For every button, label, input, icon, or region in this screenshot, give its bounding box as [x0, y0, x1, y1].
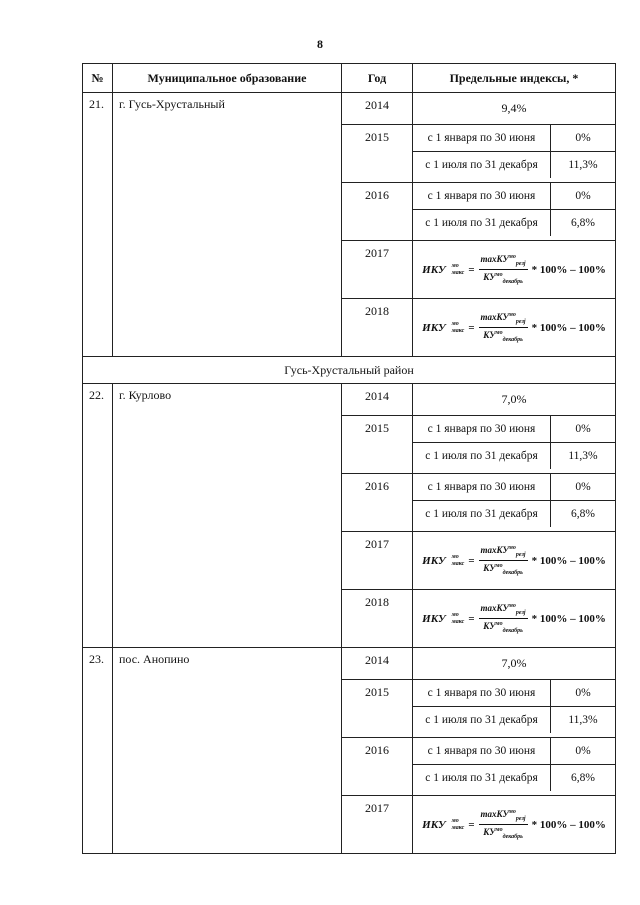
region-heading: Гусь-Хрустальный район — [83, 357, 616, 384]
index-value: 0% — [575, 687, 591, 699]
formula-lhs-sub-top: мо — [451, 817, 459, 824]
formula — [413, 543, 615, 578]
period-label: с 1 июля по 31 декабря — [413, 443, 551, 470]
year-cell: 2017 — [342, 796, 413, 854]
formula — [413, 310, 615, 345]
formula-tail: * 100% – 100% — [531, 321, 606, 334]
formula-numerator: maxКУ$^{мо}_{peзj}$ — [479, 807, 528, 825]
table-header-row — [83, 64, 616, 93]
period-split — [413, 125, 616, 183]
equals-sign: = — [468, 612, 475, 625]
index-value: 11,3% — [551, 443, 616, 470]
formula-lhs-sub-bottom: макс — [451, 560, 465, 567]
period-split — [413, 183, 616, 241]
year-cell: 2016 — [342, 738, 413, 796]
formula-lhs-sub — [452, 554, 465, 568]
equals-sign: = — [468, 321, 475, 334]
year-cell: 2015 — [342, 680, 413, 738]
formula — [413, 601, 615, 636]
equals-sign: = — [468, 554, 475, 567]
equals-sign: = — [468, 818, 475, 831]
year-cell: 2018 — [342, 299, 413, 357]
year-cell: 2016 — [342, 183, 413, 241]
formula-fraction — [479, 807, 528, 842]
formula-lhs-sub-bottom: макс — [451, 824, 465, 831]
formula-lhs-sub-bottom: макс — [451, 269, 465, 276]
formula-lhs-sub-top: мо — [451, 320, 459, 327]
period-label: с 1 июля по 31 декабря — [413, 152, 551, 179]
equals-sign: = — [468, 263, 475, 276]
table-row — [83, 648, 616, 680]
formula-denominator: $КУ^{мо}_{декабрь}$ — [483, 563, 523, 576]
index-value: 0% — [575, 481, 591, 493]
year-cell: 2015 — [342, 125, 413, 183]
formula-numerator: maxКУ$^{мо}_{peзj}$ — [479, 543, 528, 561]
formula-lhs-sub-top: мо — [451, 553, 459, 560]
formula-lhs: ИКУ — [422, 321, 446, 334]
entry-municipality: г. Курлово — [113, 384, 342, 648]
formula-lhs-sub-bottom: макс — [451, 618, 465, 625]
formula-fraction — [479, 310, 528, 345]
index-value: 11,3% — [551, 707, 616, 734]
period-label: с 1 января по 30 июня — [413, 416, 551, 443]
period-label: с 1 января по 30 июня — [413, 183, 551, 210]
year-cell: 2014 — [342, 93, 413, 125]
formula-lhs: ИКУ — [422, 612, 446, 625]
formula-lhs-sub — [452, 612, 465, 626]
year-cell: 2014 — [342, 384, 413, 416]
region-row — [83, 357, 616, 384]
formula-tail: * 100% – 100% — [531, 554, 606, 567]
entry-number: 21. — [83, 93, 113, 357]
period-label: с 1 июля по 31 декабря — [413, 210, 551, 237]
formula-lhs: ИКУ — [422, 818, 446, 831]
formula-tail: * 100% – 100% — [531, 612, 606, 625]
formula-cell — [413, 796, 616, 854]
table-row — [83, 384, 616, 416]
period-split — [413, 474, 616, 532]
period-label: с 1 января по 30 июня — [413, 738, 551, 765]
formula-tail: * 100% – 100% — [531, 818, 606, 831]
formula-denominator: $КУ^{мо}_{декабрь}$ — [483, 272, 523, 285]
year-cell: 2018 — [342, 590, 413, 648]
year-cell: 2014 — [342, 648, 413, 680]
period-label: с 1 июля по 31 декабря — [413, 501, 551, 528]
period-split — [413, 680, 616, 738]
index-value: 9,4% — [413, 93, 616, 125]
index-value: 0% — [575, 190, 591, 202]
formula-cell — [413, 299, 616, 357]
entry-municipality: г. Гусь-Хрустальный — [113, 93, 342, 357]
year-cell: 2017 — [342, 532, 413, 590]
formula-fraction — [479, 543, 528, 578]
formula-lhs-sub-top: мо — [451, 262, 459, 269]
entry-municipality: пос. Анопино — [113, 648, 342, 854]
formula-cell — [413, 590, 616, 648]
formula — [413, 252, 615, 287]
formula-numerator: maxКУ$^{мо}_{peзj}$ — [479, 310, 528, 328]
index-value: 0% — [575, 423, 591, 435]
formula-lhs-sub — [452, 263, 465, 277]
period-label: с 1 января по 30 июня — [413, 474, 551, 501]
header-num: № — [83, 64, 113, 93]
index-value: 0% — [575, 132, 591, 144]
index-value: 6,8% — [551, 765, 616, 792]
formula — [413, 807, 615, 842]
formula-lhs-sub-top: мо — [451, 611, 459, 618]
formula-numerator: maxКУ$^{мо}_{peзj}$ — [479, 601, 528, 619]
formula-tail: * 100% – 100% — [531, 263, 606, 276]
period-split — [413, 416, 616, 474]
index-value: 0% — [575, 745, 591, 757]
year-cell: 2015 — [342, 416, 413, 474]
entry-number: 23. — [83, 648, 113, 854]
index-value: 11,3% — [551, 152, 616, 179]
formula-fraction — [479, 601, 528, 636]
index-value: 6,8% — [551, 501, 616, 528]
entry-number: 22. — [83, 384, 113, 648]
header-indices: Предельные индексы, * — [413, 64, 616, 93]
formula-lhs: ИКУ — [422, 263, 446, 276]
period-label: с 1 января по 30 июня — [413, 680, 551, 707]
index-value: 7,0% — [413, 384, 616, 416]
formula-cell — [413, 241, 616, 299]
year-cell: 2016 — [342, 474, 413, 532]
index-value: 6,8% — [551, 210, 616, 237]
index-value: 7,0% — [413, 648, 616, 680]
period-label: с 1 июля по 31 декабря — [413, 765, 551, 792]
header-municipality: Муниципальное образование — [113, 64, 342, 93]
formula-lhs-sub-bottom: макс — [451, 327, 465, 334]
formula-cell — [413, 532, 616, 590]
year-cell: 2017 — [342, 241, 413, 299]
formula-denominator: $КУ^{мо}_{декабрь}$ — [483, 330, 523, 343]
indices-table — [82, 63, 616, 854]
table-row — [83, 93, 616, 125]
period-label: с 1 июля по 31 декабря — [413, 707, 551, 734]
formula-lhs: ИКУ — [422, 554, 446, 567]
page-number: 8 — [317, 37, 323, 51]
period-split — [413, 738, 616, 796]
header-year: Год — [342, 64, 413, 93]
formula-denominator: $КУ^{мо}_{декабрь}$ — [483, 827, 523, 840]
formula-fraction — [479, 252, 528, 287]
formula-lhs-sub — [452, 321, 465, 335]
formula-denominator: $КУ^{мо}_{декабрь}$ — [483, 621, 523, 634]
formula-lhs-sub — [452, 818, 465, 832]
formula-numerator: maxКУ$^{мо}_{peзj}$ — [479, 252, 528, 270]
period-label: с 1 января по 30 июня — [413, 125, 551, 152]
